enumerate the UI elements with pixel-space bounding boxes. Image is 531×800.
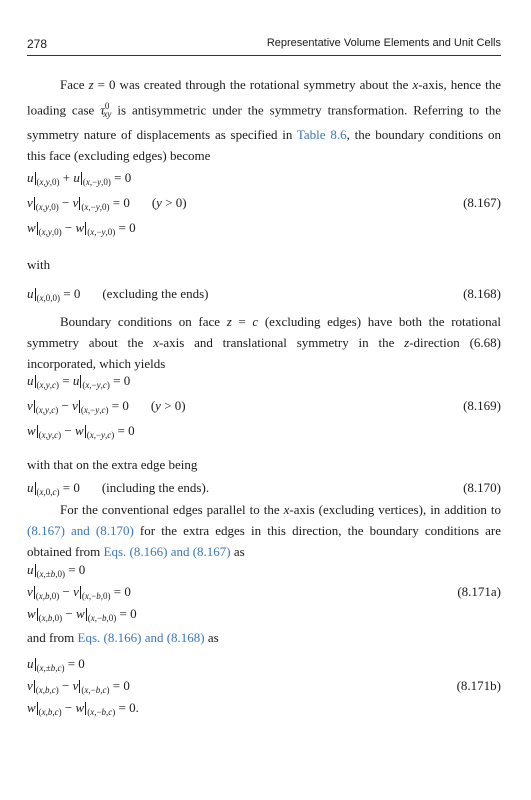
paragraph-conventional-edges: For the conventional edges parallel to the x-axis (excluding vertices), in addition to (8.167) and (8.170) for the extra edges in this direction, the boundary conditions are obtained from Eqs. (8.166) and (8.167) as (27, 502, 501, 559)
eq-8-171b-line-1: u $_{(x,\pm b,c)}$ = 0 (27, 656, 85, 673)
header-rule (27, 55, 501, 56)
eq-link-8-166-8-167[interactable]: Eqs. (8.166) and (8.167) (103, 543, 231, 559)
eq-8-171a-line-3: w $_{(x,b,0)}$ − w $_{(x,-b,0)}$ = 0 (27, 606, 137, 623)
paragraph-face-z0: Face z = 0 was created through the rotational symmetry about the x-axis, hence the loading case $\tau^0_{xy}$ is antisymmetric under the symmetry transformation. Referring to the symmetry nature of displacements as specified in Table 8.6, the boundary conditions on this face (excluding edges) become (27, 77, 501, 163)
running-title: Representative Volume Elements and Unit Cells (266, 37, 501, 49)
eq-number-8-171a: (8.171a) (457, 584, 501, 599)
eq-number-8-168: (8.168) (463, 286, 501, 301)
eq-8-167-line-2: v $_{(x,y,0)}$ − v $_{(x,-y,0)}$ = 0 (y > 0) (27, 195, 187, 212)
page-header (27, 37, 501, 53)
eq-8-167-line-1: u $_{(x,y,0)}$ + u $_{(x,-y,0)}$ = 0 (27, 170, 132, 187)
eq-number-8-167: (8.167) (463, 195, 501, 210)
eq-link-8-166-8-168[interactable]: Eqs. (8.166) and (8.168) (77, 630, 205, 645)
table-link[interactable]: Table 8.6 (296, 126, 347, 142)
eq-8-171a-line-1: u $_{(x,\pm b,0)}$ = 0 (27, 562, 86, 579)
eq-number-8-170: (8.170) (463, 480, 501, 495)
eq-number-8-169: (8.169) (463, 398, 501, 413)
eq-number-8-171b: (8.171b) (456, 678, 501, 693)
with-text-1: with (27, 257, 51, 272)
paragraph-and-from: and from Eqs. (8.166) and (8.168) as (27, 630, 219, 645)
eq-8-169-line-2: v $_{(x,y,c)}$ − v $_{(x,-y,c)}$ = 0 (y > 0) (27, 398, 186, 415)
eq-8-169-line-1: u $_{(x,y,c)}$ = u $_{(x,-y,c)}$ = 0 (27, 373, 131, 390)
eq-8-171a-line-2: v $_{(x,b,0)}$ − v $_{(x,-b,0)}$ = 0 (27, 584, 131, 601)
with-text-2: with that on the extra edge being (27, 457, 198, 472)
eq-8-167-line-3: w $_{(x,y,0)}$ − w $_{(x,-y,0)}$ = 0 (27, 220, 136, 237)
eq-8-169-line-3: w $_{(x,y,c)}$ − w $_{(x,-y,c)}$ = 0 (27, 423, 135, 440)
eq-8-171b-line-3: w $_{(x,b,c)}$ − w $_{(x,-b,c)}$ = 0. (27, 700, 139, 717)
eq-8-170: u $_{(x,0,c)}$ = 0 (including the ends). (27, 480, 210, 497)
eq-8-168: u $_{(x,0,0)}$ = 0 (excluding the ends) (27, 286, 209, 303)
page-number: 278 (27, 37, 48, 51)
eq-8-171b-line-2: v $_{(x,b,c)}$ − v $_{(x,-b,c)}$ = 0 (27, 678, 130, 695)
paragraph-face-zc: Boundary conditions on face z = c (excluding edges) have both the rotational symmetry about the x-axis and translational symmetry in the z-direction (6.68) incorporated, which yields (27, 314, 502, 371)
eq-link-8-167-8-170[interactable]: (8.167) and (8.170) (27, 522, 134, 538)
